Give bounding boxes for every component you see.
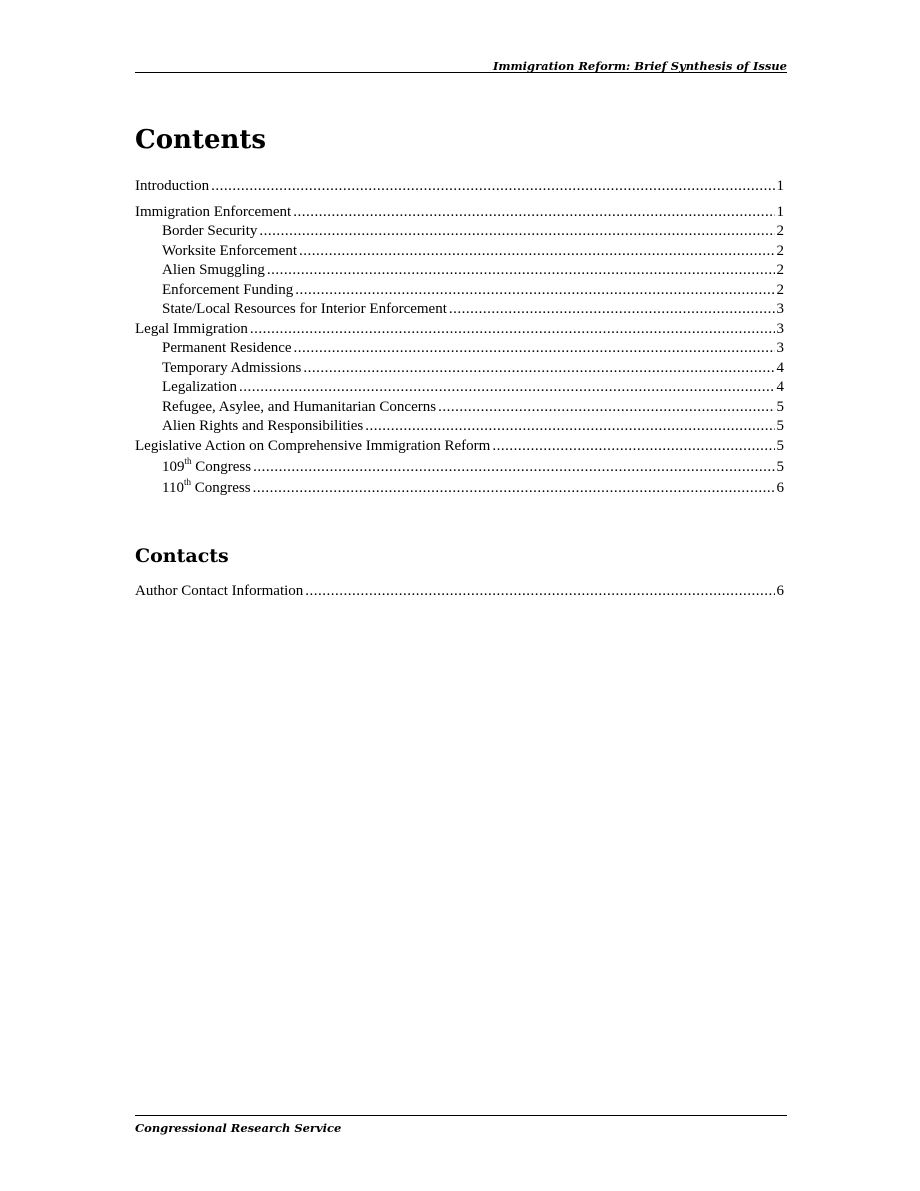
toc-entry-label: Immigration Enforcement	[135, 203, 292, 220]
toc-entry-110th-congress[interactable]	[135, 476, 784, 499]
dot-leader	[365, 417, 774, 437]
dot-leader	[239, 378, 775, 398]
toc-entry-label: Legislative Action on Comprehensive Immigration Reform	[135, 437, 491, 454]
dot-leader	[492, 437, 774, 457]
toc-entry-109th-congress[interactable]	[135, 458, 784, 478]
toc-entry-legalization[interactable]	[135, 378, 784, 398]
dot-leader	[299, 242, 775, 262]
toc-entry-worksite-enforcement[interactable]	[135, 242, 784, 262]
toc-entry-enforcement-funding[interactable]	[135, 281, 784, 301]
toc-entry-page: 1	[776, 178, 784, 194]
toc-entry-page: 5	[776, 398, 784, 415]
toc-entry-label: Refugee, Asylee, and Humanitarian Concerns	[162, 398, 437, 415]
toc-entry-label: Alien Smuggling	[162, 262, 265, 278]
toc-entry-state-local-resources[interactable]	[135, 300, 784, 320]
toc-entry-legislative-action[interactable]	[135, 437, 784, 457]
dot-leader	[305, 582, 774, 602]
dot-leader	[259, 222, 774, 242]
dot-leader	[250, 320, 775, 340]
header-title: Immigration Reform: Brief Synthesis of Issue	[492, 59, 787, 73]
toc-entry-page: 2	[776, 281, 784, 298]
dot-leader	[211, 177, 774, 197]
dot-leader	[303, 359, 774, 379]
toc-entry-label: Introduction	[135, 178, 210, 194]
toc-entry-page: 3	[776, 320, 784, 337]
dot-leader	[438, 398, 774, 418]
toc-entry-label: Alien Rights and Responsibilities	[162, 418, 364, 434]
toc-entry-label: Worksite Enforcement	[162, 242, 297, 259]
dot-leader	[295, 281, 774, 301]
running-header	[135, 56, 787, 73]
toc-entry-author-contact[interactable]	[135, 582, 784, 602]
toc-entry-label: State/Local Resources for Interior Enforcement	[162, 301, 447, 317]
toc-entry-permanent-residence[interactable]	[135, 339, 784, 359]
running-footer	[135, 1115, 787, 1135]
toc-entry-label: Author Contact Information	[135, 583, 304, 599]
toc-entry-alien-smuggling[interactable]	[135, 261, 784, 281]
dot-leader	[449, 300, 775, 320]
toc-entry-refugee-asylee[interactable]	[135, 398, 784, 418]
toc-entry-label: Border Security	[162, 223, 258, 239]
dot-leader	[253, 479, 775, 499]
contacts-list	[135, 582, 784, 602]
toc-entry-label: 109th Congress	[162, 456, 252, 475]
toc-entry-label: Temporary Admissions	[162, 359, 302, 376]
toc-entry-temporary-admissions[interactable]	[135, 359, 784, 379]
toc-entry-page: 4	[776, 379, 784, 395]
toc-entry-label: 110th Congress	[162, 476, 251, 496]
toc-entry-page: 5	[776, 437, 784, 454]
toc-entry-label: Permanent Residence	[162, 340, 292, 356]
toc-entry-page: 6	[776, 583, 784, 599]
toc-entry-immigration-enforcement[interactable]	[135, 203, 784, 223]
toc-entry-page: 5	[776, 459, 784, 475]
toc-entry-label: Legalization	[162, 379, 237, 395]
contacts-heading: Contacts	[135, 545, 229, 567]
contents-heading: Contents	[135, 125, 267, 155]
toc-entry-label: Enforcement Funding	[162, 281, 294, 298]
toc-entry-alien-rights[interactable]	[135, 417, 784, 437]
toc-entry-page: 4	[776, 359, 784, 376]
toc-entry-page: 6	[776, 479, 784, 496]
toc-entry-page: 2	[776, 242, 784, 259]
dot-leader	[267, 261, 775, 281]
toc-entry-page: 3	[776, 301, 784, 317]
dot-leader	[253, 458, 774, 478]
toc-entry-border-security[interactable]	[135, 222, 784, 242]
contents-list	[135, 177, 784, 498]
toc-entry-page: 5	[776, 418, 784, 434]
toc-entry-introduction[interactable]	[135, 177, 784, 197]
toc-entry-page: 2	[776, 223, 784, 239]
toc-entry-legal-immigration[interactable]	[135, 320, 784, 340]
toc-entry-label: Legal Immigration	[135, 320, 248, 337]
toc-entry-page: 2	[776, 262, 784, 278]
toc-entry-page: 3	[776, 340, 784, 356]
dot-leader	[294, 339, 775, 359]
footer-text: Congressional Research Service	[135, 1121, 342, 1135]
dot-leader	[293, 203, 774, 223]
toc-entry-page: 1	[776, 203, 784, 220]
